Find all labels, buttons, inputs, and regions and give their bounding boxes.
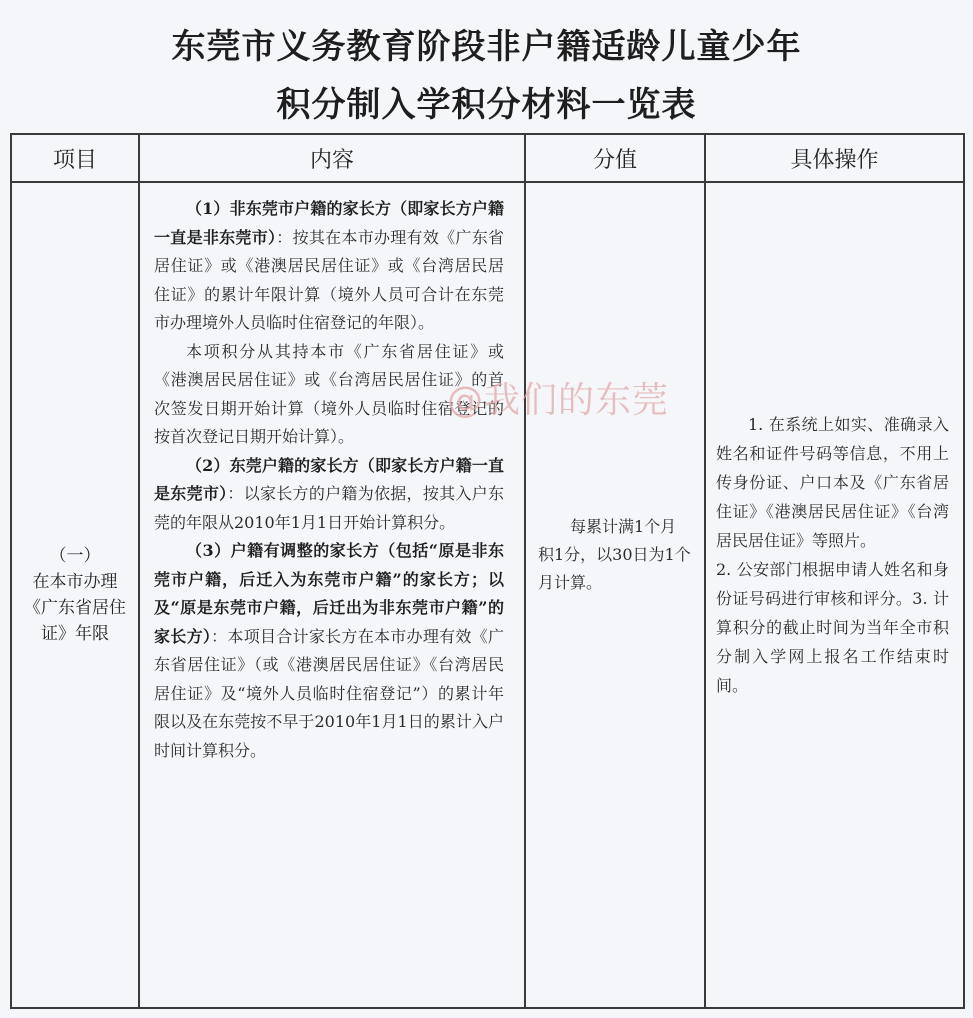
header-operation: 具体操作 xyxy=(705,134,964,182)
operation-cell xyxy=(705,182,964,1008)
item-cell xyxy=(11,182,139,1008)
document-title xyxy=(0,18,973,134)
title-line-1: 东莞市义务教育阶段非户籍适龄儿童少年 xyxy=(171,27,802,67)
points-material-table xyxy=(10,133,965,1009)
content-paragraph-3 xyxy=(154,452,504,538)
operation-step-1: 1. 在系统上如实、准确录入姓名和证件号码等信息，不用上传身份证、户口本及《广东省居住证》《港澳居民居住证》《台湾居民居住证》等照片。 xyxy=(716,415,949,550)
item-name: 在本市办理《广东省居住证》年限 xyxy=(24,572,126,644)
content-p4-text: ：本项目合计家长方在本市办理有效《广东省居住证》（或《港澳居民居住证》《台湾居民居住证》及“境外人员临时住宿登记”）的累计年限以及在东莞按不早于2010年1月1日的累计入户时间计算积分。 xyxy=(154,626,504,760)
content-p3-bold: （2）东莞户籍的家长方（即家长方户籍一直是东莞市） xyxy=(154,455,504,503)
header-item: 项目 xyxy=(11,134,139,182)
content-p2-text: 本项积分从其持本市《广东省居住证》或《港澳居民居住证》或《台湾居民居住证》的首次签发日期开始计算（境外人员临时住宿登记的按首次登记日期开始计算）。 xyxy=(154,341,504,446)
content-p4-bold: （3）户籍有调整的家长方（包括“原是非东莞市户籍，后迁入为东莞市户籍”的家长方；以及“原是东莞市户籍，后迁出为非东莞市户籍”的家长方） xyxy=(154,541,504,646)
score-text: 每累计满1个月积1分，以30日为1个月计算。 xyxy=(538,517,691,592)
content-p3-text: ：以家长方的户籍为依据，按其入户东莞的年限从2010年1月1日开始计算积分。 xyxy=(154,484,504,532)
content-paragraph-2 xyxy=(154,338,504,452)
score-cell xyxy=(525,182,705,1008)
header-content: 内容 xyxy=(139,134,525,182)
content-p1-text: ：按其在本市办理有效《广东省居住证》或《港澳居民居住证》或《台湾居民居住证》的累计年限计算（境外人员可合计在东莞市办理境外人员临时住宿登记的年限）。 xyxy=(154,227,504,332)
content-paragraph-4 xyxy=(154,537,504,765)
table-header-row xyxy=(11,134,964,182)
content-cell xyxy=(139,182,525,1008)
content-paragraph-1 xyxy=(154,195,504,338)
operation-step-2: 2. 公安部门根据申请人姓名和身份证号码进行审核和评分。3. 计算积分的截止时间为当年全市积分制入学网上报名工作结束时间。 xyxy=(716,560,949,695)
item-number: （一） xyxy=(49,546,101,566)
table-row xyxy=(11,182,964,1008)
watermark-text: @我们的东莞 xyxy=(447,380,670,421)
header-score: 分值 xyxy=(525,134,705,182)
content-p1-bold: （1）非东莞市户籍的家长方（即家长方户籍一直是非东莞市） xyxy=(154,199,504,247)
title-line-2: 积分制入学积分材料一览表 xyxy=(276,85,697,125)
